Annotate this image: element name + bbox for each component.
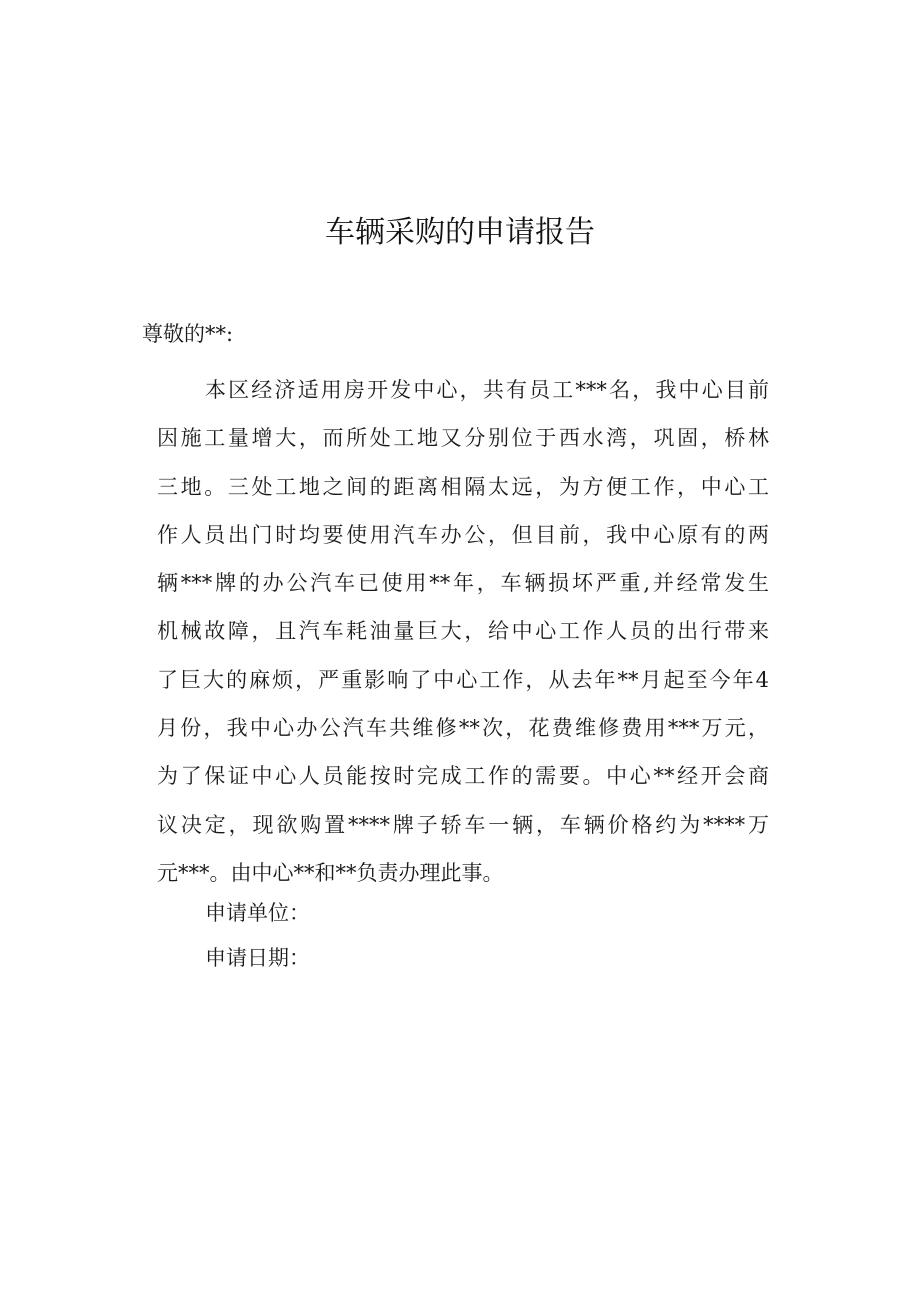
body-line: 辆***牌的办公汽车已使用**年，车辆损坏严重,并经常发生 xyxy=(157,571,769,596)
application-date-label: 申请日期： xyxy=(205,946,310,970)
body-paragraph xyxy=(157,366,797,897)
body-line: 为了保证中心人员能按时完成工作的需要。中心**经开会商 xyxy=(157,764,769,789)
body-line: 本区经济适用房开发中心，共有员工***名，我中心目前 xyxy=(205,378,769,402)
body-line: 机械故障，且汽车耗油量巨大，给中心工作人员的出行带来 xyxy=(157,619,769,644)
applicant-unit-label: 申请单位： xyxy=(205,901,310,925)
body-line: 议决定，现欲购置****牌子轿车一辆，车辆价格约为****万 xyxy=(157,812,769,837)
body-line: 了巨大的麻烦，严重影响了中心工作，从去年**月起至今年4 xyxy=(157,667,769,692)
salutation: 尊敬的**: xyxy=(142,322,234,346)
document-title: 车辆采购的申请报告 xyxy=(325,215,595,250)
body-line: 元***。由中心**和**负责办理此事。 xyxy=(157,860,504,885)
body-line: 月份，我中心办公汽车共维修**次，花费维修费用***万元， xyxy=(157,716,769,741)
body-line: 因施工量增大，而所处工地又分别位于西水湾，巩固，桥林 xyxy=(157,426,769,451)
body-line: 作人员出门时均要使用汽车办公，但目前，我中心原有的两 xyxy=(157,522,769,547)
body-line: 三地。三处工地之间的距离相隔太远，为方便工作，中心工 xyxy=(157,474,769,499)
